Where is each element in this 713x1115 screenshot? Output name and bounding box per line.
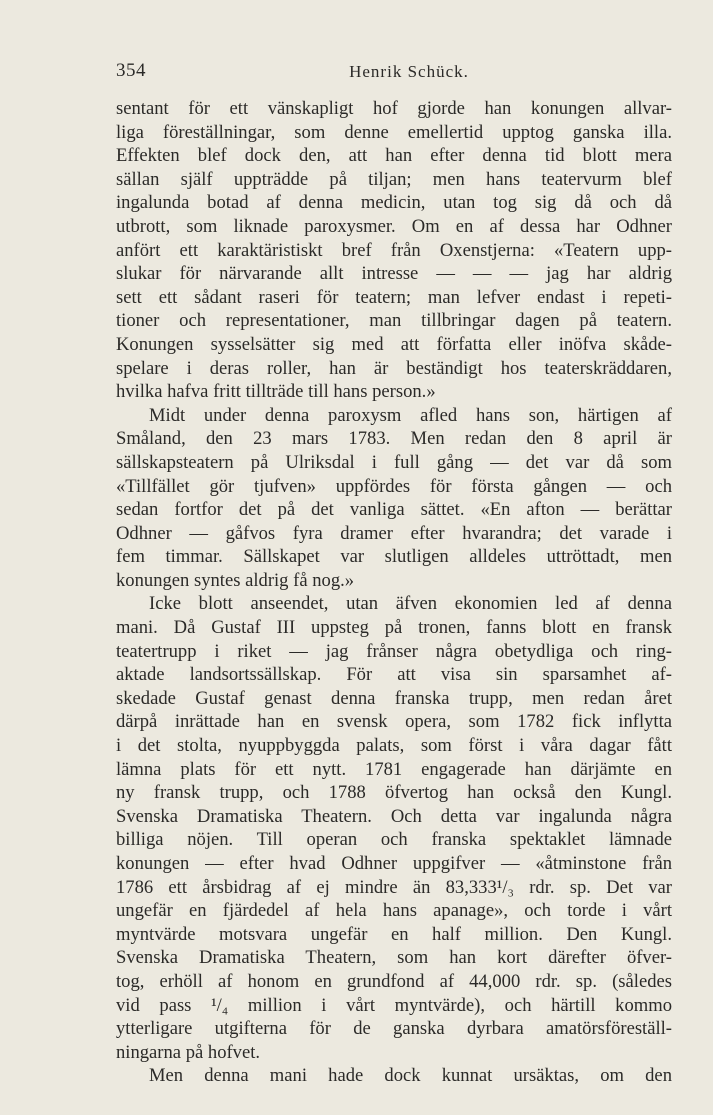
text-line: i det stolta, nyuppbyggda palats, som först i våra dagar fått [116, 735, 672, 757]
text-line: tioner och representationer, man tillbringar dagen på teatern. [116, 310, 672, 332]
text-line: slukar för närvarande allt intresse — — — jag har aldrig [116, 263, 672, 285]
text-line: Konungen sysselsätter sig med att författa eller inöfva skåde- [116, 333, 672, 355]
text-line: därpå inrättade han en svensk opera, som 1782 fick inflytta [116, 711, 672, 733]
text-line: sällskapsteatern på Ulriksdal i full gång — det var då som [116, 451, 672, 473]
text-line: ungefär en fjärdedel af hela hans apanage», och torde i vårt [116, 900, 672, 922]
text-line: ny fransk trupp, och 1788 öfvertog han också den Kungl. [116, 782, 672, 804]
text-line: Svenska Dramatiska Theatern, som han kort därefter öfver- [116, 947, 672, 969]
text-line: ningarna på hofvet. [116, 1041, 261, 1063]
text-line: konungen — efter hvad Odhner uppgifver — «åtminstone från [116, 853, 672, 874]
text-line: mani. Då Gustaf III uppsteg på tronen, fanns blott en fransk [116, 617, 672, 639]
page-number: 354 [116, 60, 146, 81]
running-head: Henrik Schück. [349, 62, 469, 81]
text-line: lämna plats för ett nytt. 1781 engagerade han därjämte en [116, 758, 672, 780]
text-line: vid pass ¹/₄ million i vårt myntvärde), och härtill kommo [116, 994, 672, 1016]
text-line: aktade landsortssällskap. För att visa sin sparsamhet af- [116, 664, 672, 686]
text-line: fem timmar. Sällskapet var slutligen alldeles uttröttadt, men [116, 546, 672, 568]
text-line: utbrott, som liknade paroxysmer. Om en af dessa har Odhner [116, 215, 672, 237]
text-line: Småland, den 23 mars 1783. Men redan den 8 april är [116, 428, 672, 450]
text-line: Odhner — gåfvos fyra dramer efter hvarandra; det varade i [116, 522, 672, 544]
text-line: Midt under denna paroxysm afled hans son, härtigen af [149, 404, 672, 426]
text-line: skedade Gustaf genast denna franska trupp, men redan året [116, 687, 672, 709]
text-line: hvilka hafva fritt tillträde till hans person.» [116, 381, 436, 403]
text-line: teatertrupp i riket — jag frånser några obetydliga och ring- [116, 640, 672, 662]
text-line: Svenska Dramatiska Theatern. Och detta var ingalunda några [116, 805, 672, 827]
text-line: sett ett sådant raseri för teatern; man lefver endast i repeti- [116, 286, 672, 308]
text-line: «Tillfället gör tjufven» uppfördes för första gången — och [116, 475, 672, 497]
text-line: spelare i deras roller, han är beständigt hos teaterskräddaren, [116, 357, 672, 379]
text-line: sällan själf uppträdde på tiljan; men hans teatervurm blef [116, 168, 672, 190]
text-line: anfört ett karaktäristiskt bref från Oxenstjerna: «Teatern upp- [116, 239, 672, 261]
text-line: Men denna mani hade dock kunnat ursäktas, om den [149, 1065, 672, 1087]
text-line: billiga nöjen. Till operan och franska spektaklet lämnade [116, 829, 672, 851]
text-line: Icke blott anseendet, utan äfven ekonomien led af denna [149, 593, 672, 615]
text-line: sentant för ett vänskapligt hof gjorde han konungen allvar- [116, 98, 672, 119]
body-text [116, 97, 672, 1088]
text-line: myntvärde motsvara ungefär en half million. Den Kungl. [116, 923, 672, 945]
text-line: 1786 ett årsbidrag af ej mindre än 83,333¹/₃ rdr. sp. Det var [116, 876, 672, 898]
text-line: ingalunda botad af denna medicin, utan tog sig då och då [116, 192, 672, 214]
text-line: sedan fortfor det på det vanliga sättet. «En afton — berättar [116, 499, 672, 521]
text-line: liga föreställningar, som denne emellertid upptog ganska illa. [116, 121, 672, 143]
page-header [116, 60, 672, 90]
text-line: tog, erhöll af honom en grundfond af 44,000 rdr. sp. (således [116, 970, 672, 992]
text-line: konungen syntes aldrig få nog.» [116, 569, 355, 591]
text-line: ytterligare utgifterna för de ganska dyrbara amatörsföreställ- [116, 1018, 672, 1040]
text-line: Effekten blef dock den, att han efter denna tid blott mera [116, 145, 672, 167]
